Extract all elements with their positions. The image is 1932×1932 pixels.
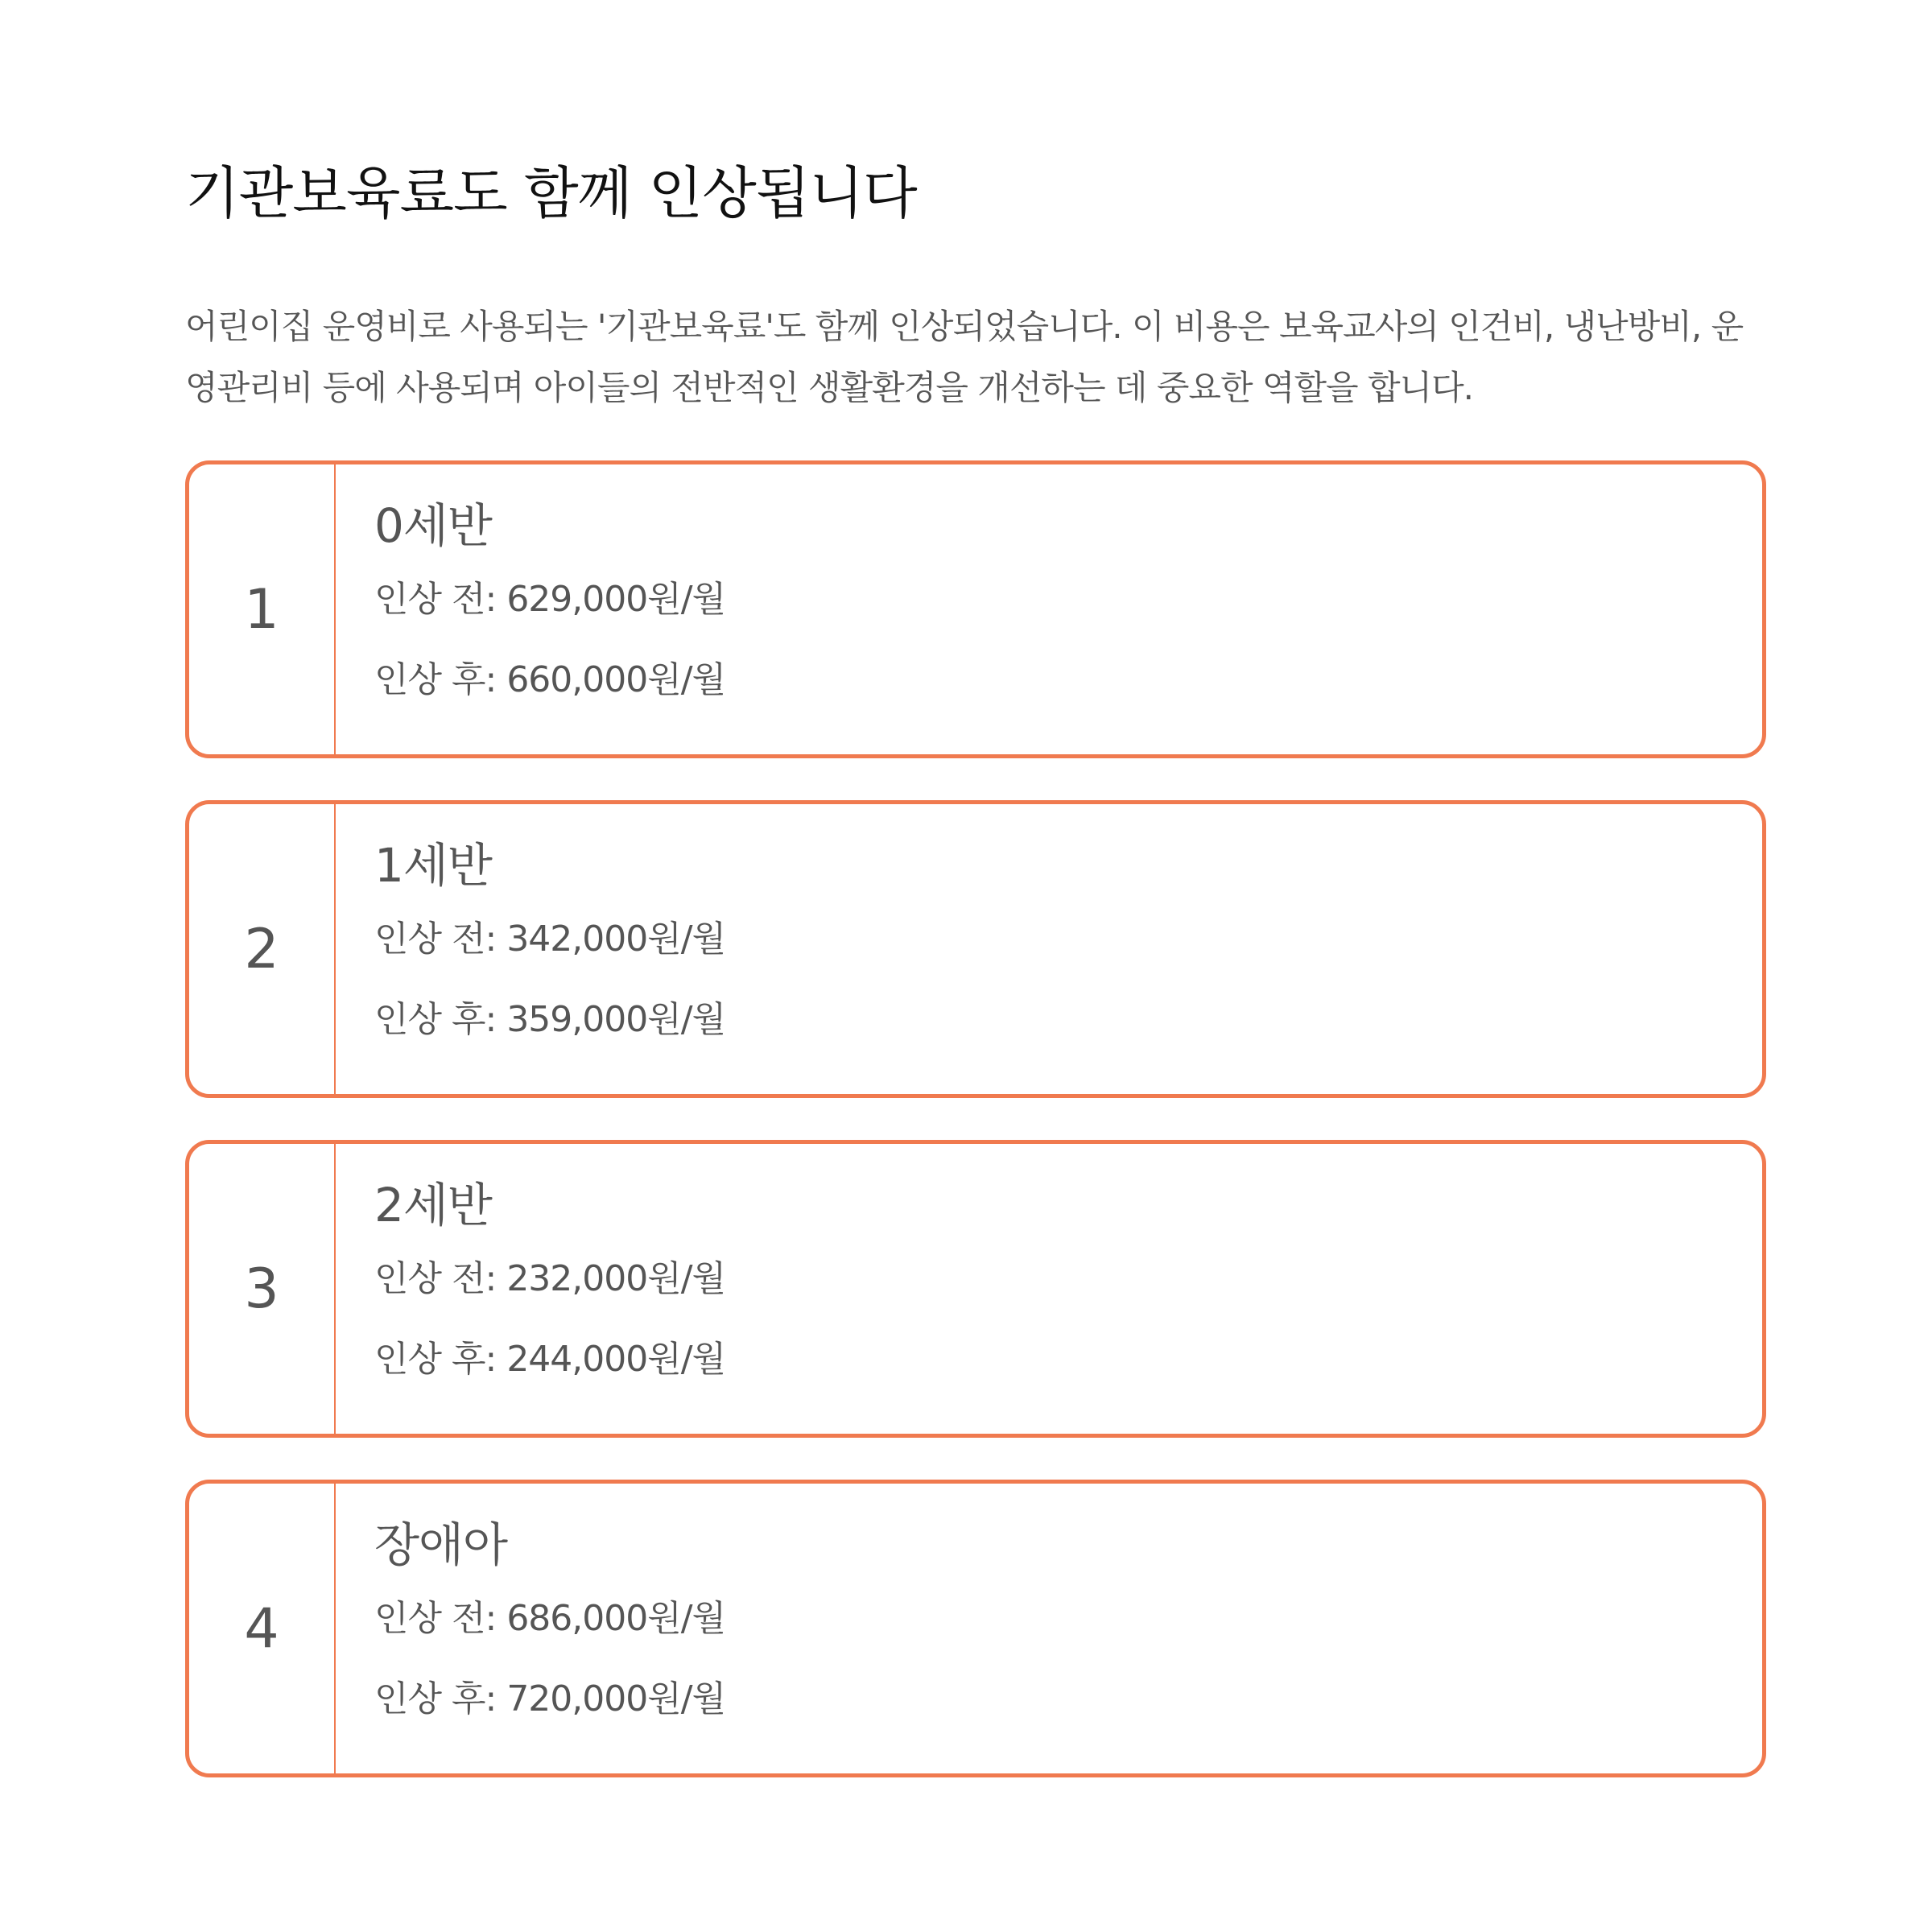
- after-value: 244,000원/월: [506, 1339, 726, 1380]
- before-label: 인상 전 :: [374, 919, 506, 960]
- card-label: 장애아: [374, 1517, 508, 1572]
- before-label: 인상 전 :: [374, 579, 506, 620]
- after-label: 인상 후 :: [374, 659, 506, 700]
- after-label: 인상 후 :: [374, 1678, 506, 1719]
- card-label: 2세반: [374, 1178, 492, 1232]
- fee-card: [185, 1140, 1766, 1438]
- description: 어린이집 운영비로 사용되는 '기관보육료'도 함께 인상되었습니다. 이 비용은 보육교사의 인건비, 냉난방비, 운영관리비 등에 사용되며 아이들의 전반적인 생활환경을 개선하는 데 중요한 역할을 합니다.: [185, 307, 1744, 407]
- after-value: 359,000원/월: [506, 999, 726, 1040]
- before-value: 232,000원/월: [506, 1258, 726, 1299]
- after-value: 720,000원/월: [506, 1678, 726, 1719]
- before-line: [374, 899, 725, 980]
- after-label: 인상 후 :: [374, 1339, 506, 1380]
- card-label: 0세반: [374, 498, 492, 553]
- card-number: 1: [189, 464, 336, 754]
- card-body: [336, 1484, 725, 1773]
- fee-card: [185, 1480, 1766, 1777]
- card-number: 4: [189, 1484, 336, 1773]
- before-value: 342,000원/월: [506, 919, 726, 960]
- after-line: [374, 1319, 725, 1400]
- fee-card-list: [185, 460, 1747, 1777]
- after-line: [374, 640, 725, 720]
- after-label: 인상 후 :: [374, 999, 506, 1040]
- card-body: [336, 464, 725, 754]
- card-number: 2: [189, 804, 336, 1094]
- after-line: [374, 1659, 725, 1740]
- fee-card: [185, 800, 1766, 1098]
- after-value: 660,000원/월: [506, 659, 726, 700]
- after-line: [374, 980, 725, 1060]
- card-label: 1세반: [374, 838, 492, 893]
- before-label: 인상 전 :: [374, 1258, 506, 1299]
- before-label: 인상 전 :: [374, 1598, 506, 1639]
- before-line: [374, 1579, 725, 1659]
- card-body: [336, 804, 725, 1094]
- fee-card: [185, 460, 1766, 758]
- before-value: 686,000원/월: [506, 1598, 726, 1639]
- page-title: 기관보육료도 함께 인상됩니다: [185, 160, 917, 226]
- before-line: [374, 1239, 725, 1319]
- before-line: [374, 559, 725, 640]
- before-value: 629,000원/월: [506, 579, 726, 620]
- card-number: 3: [189, 1144, 336, 1434]
- card-body: [336, 1144, 725, 1434]
